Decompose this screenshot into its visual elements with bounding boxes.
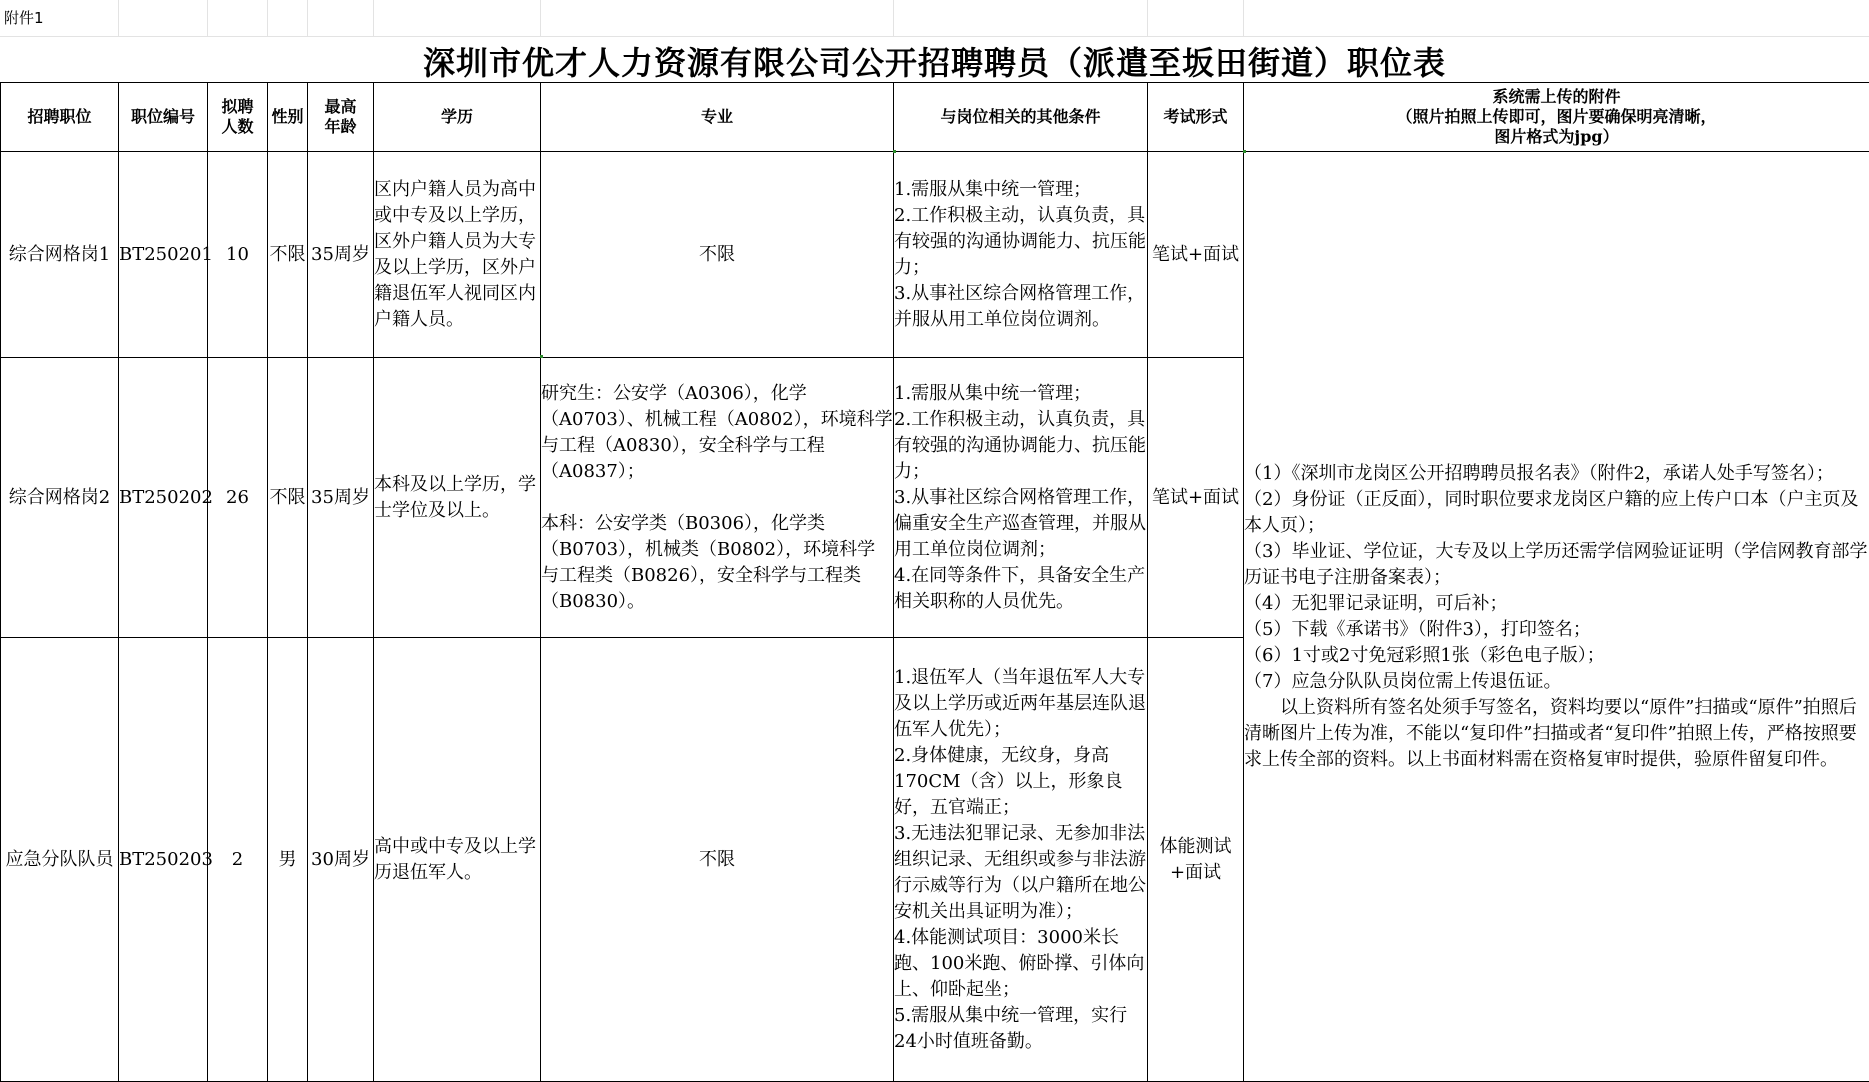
header-attachments: 系统需上传的附件 （照片拍照上传即可，图片要确保明亮清晰， 图片格式为jpg） — [1244, 83, 1869, 152]
cell-position: 应急分队队员 — [1, 638, 119, 1082]
condition-item: 1.需服从集中统一管理； — [894, 177, 1147, 203]
condition-item: 2.身体健康，无纹身，身高170CM（含）以上，形象良好，五官端正； — [894, 743, 1147, 821]
header-row — [1, 83, 1869, 152]
cell-age: 35周岁 — [308, 358, 374, 638]
cell-age: 30周岁 — [308, 638, 374, 1082]
condition-item: 4.在同等条件下，具备安全生产相关职称的人员优先。 — [894, 563, 1147, 615]
table-row — [1, 152, 1869, 358]
cell-education: 高中或中专及以上学历退伍军人。 — [374, 638, 541, 1082]
condition-item: 1.需服从集中统一管理； — [894, 381, 1147, 407]
cell-major: 不限 — [541, 152, 894, 358]
condition-item: 5.需服从集中统一管理，实行24小时值班备勤。 — [894, 1003, 1147, 1055]
cell-education: 本科及以上学历，学士学位及以上。 — [374, 358, 541, 638]
attachment-item: （2）身份证（正反面），同时职位要求龙岗区户籍的应上传户口本（户主页及本人页）； — [1244, 487, 1869, 539]
attachment-item: （6）1寸或2寸免冠彩照1张（彩色电子版）； — [1244, 643, 1869, 669]
header-code: 职位编号 — [119, 83, 208, 152]
attachment-item: （5）下载《承诺书》（附件3），打印签名； — [1244, 617, 1869, 643]
cell-conditions — [894, 152, 1148, 358]
cell-gender: 不限 — [268, 358, 308, 638]
cell-exam — [1148, 638, 1244, 1082]
cell-age: 35周岁 — [308, 152, 374, 358]
cell-gender: 不限 — [268, 152, 308, 358]
cell-code: BT250203 — [119, 638, 208, 1082]
condition-item: 2.工作积极主动，认真负责，具有较强的沟通协调能力、抗压能力； — [894, 407, 1147, 485]
attachments-note: 以上资料所有签名处须手写签名，资料均要以“原件”扫描或“原件”拍照后清晰图片上传为准，不能以“复印件”扫描或者“复印件”拍照上传，严格按照要求上传全部的资料。以上书面材料需在资格复审时提供，验原件留复印件。 — [1244, 695, 1869, 773]
cell-code: BT250201 — [119, 152, 208, 358]
header-education: 学历 — [374, 83, 541, 152]
cell-major — [541, 358, 894, 638]
attachment-item: （4）无犯罪记录证明，可后补； — [1244, 591, 1869, 617]
header-position: 招聘职位 — [1, 83, 119, 152]
cell-count: 2 — [208, 638, 268, 1082]
header-count: 拟聘人数 — [208, 83, 268, 152]
condition-item: 4.体能测试项目：3000米长跑、100米跑、俯卧撑、引体向上、仰卧起坐； — [894, 925, 1147, 1003]
page-title: 深圳市优才人力资源有限公司公开招聘聘员（派遣至坂田街道）职位表 — [0, 38, 1869, 84]
cell-exam: 笔试+面试 — [1148, 152, 1244, 358]
condition-item: 1.退伍军人（当年退伍军人大专及以上学历或近两年基层连队退伍军人优先）； — [894, 665, 1147, 743]
cell-count: 10 — [208, 152, 268, 358]
cell-count: 26 — [208, 358, 268, 638]
annex-label: 附件1 — [4, 7, 44, 28]
header-age: 最高年龄 — [308, 83, 374, 152]
cell-attachments — [1244, 152, 1869, 1082]
cell-marker — [1243, 150, 1246, 153]
cell-position: 综合网格岗1 — [1, 152, 119, 358]
header-gender: 性别 — [268, 83, 308, 152]
attachment-item: （1）《深圳市龙岗区公开招聘聘员报名表》（附件2，承诺人处手写签名）； — [1244, 461, 1869, 487]
cell-code: BT250202 — [119, 358, 208, 638]
attachment-item: （7）应急分队队员岗位需上传退伍证。 — [1244, 669, 1869, 695]
exam-text: 体能测试+面试 — [1160, 836, 1232, 883]
attachment-item: （3）毕业证、学位证，大专及以上学历还需学信网验证证明（学信网教育部学历证书电子注册备案表）； — [1244, 539, 1869, 591]
cell-education: 区内户籍人员为高中或中专及以上学历，区外户籍人员为大专及以上学历，区外户籍退伍军人视同区内户籍人员。 — [374, 152, 541, 358]
cell-marker — [893, 150, 896, 153]
cell-position: 综合网格岗2 — [1, 358, 119, 638]
cell-marker — [540, 355, 543, 358]
positions-table — [0, 82, 1869, 1082]
cell-conditions — [894, 358, 1148, 638]
condition-item: 3.从事社区综合网格管理工作，并服从用工单位岗位调剂。 — [894, 281, 1147, 333]
condition-item: 3.从事社区综合网格管理工作，偏重安全生产巡查管理，并服从用工单位岗位调剂； — [894, 485, 1147, 563]
condition-item: 3.无违法犯罪记录、无参加非法组织记录、无组织或参与非法游行示威等行为（以户籍所在地公安机关出具证明为准）； — [894, 821, 1147, 925]
header-major: 专业 — [541, 83, 894, 152]
condition-item: 2.工作积极主动，认真负责，具有较强的沟通协调能力、抗压能力； — [894, 203, 1147, 281]
major-undergraduate: 本科：公安学类（B0306），化学类（B0703），机械类（B0802），环境科学与工程类（B0826），安全科学与工程类（B0830）。 — [541, 511, 893, 615]
major-graduate: 研究生：公安学（A0306），化学（A0703）、机械工程（A0802），环境科学与工程（A0830），安全科学与工程（A0837）； — [541, 381, 893, 485]
cell-gender: 男 — [268, 638, 308, 1082]
header-conditions: 与岗位相关的其他条件 — [894, 83, 1148, 152]
cell-major: 不限 — [541, 638, 894, 1082]
cell-exam: 笔试+面试 — [1148, 358, 1244, 638]
header-exam: 考试形式 — [1148, 83, 1244, 152]
cell-conditions — [894, 638, 1148, 1082]
